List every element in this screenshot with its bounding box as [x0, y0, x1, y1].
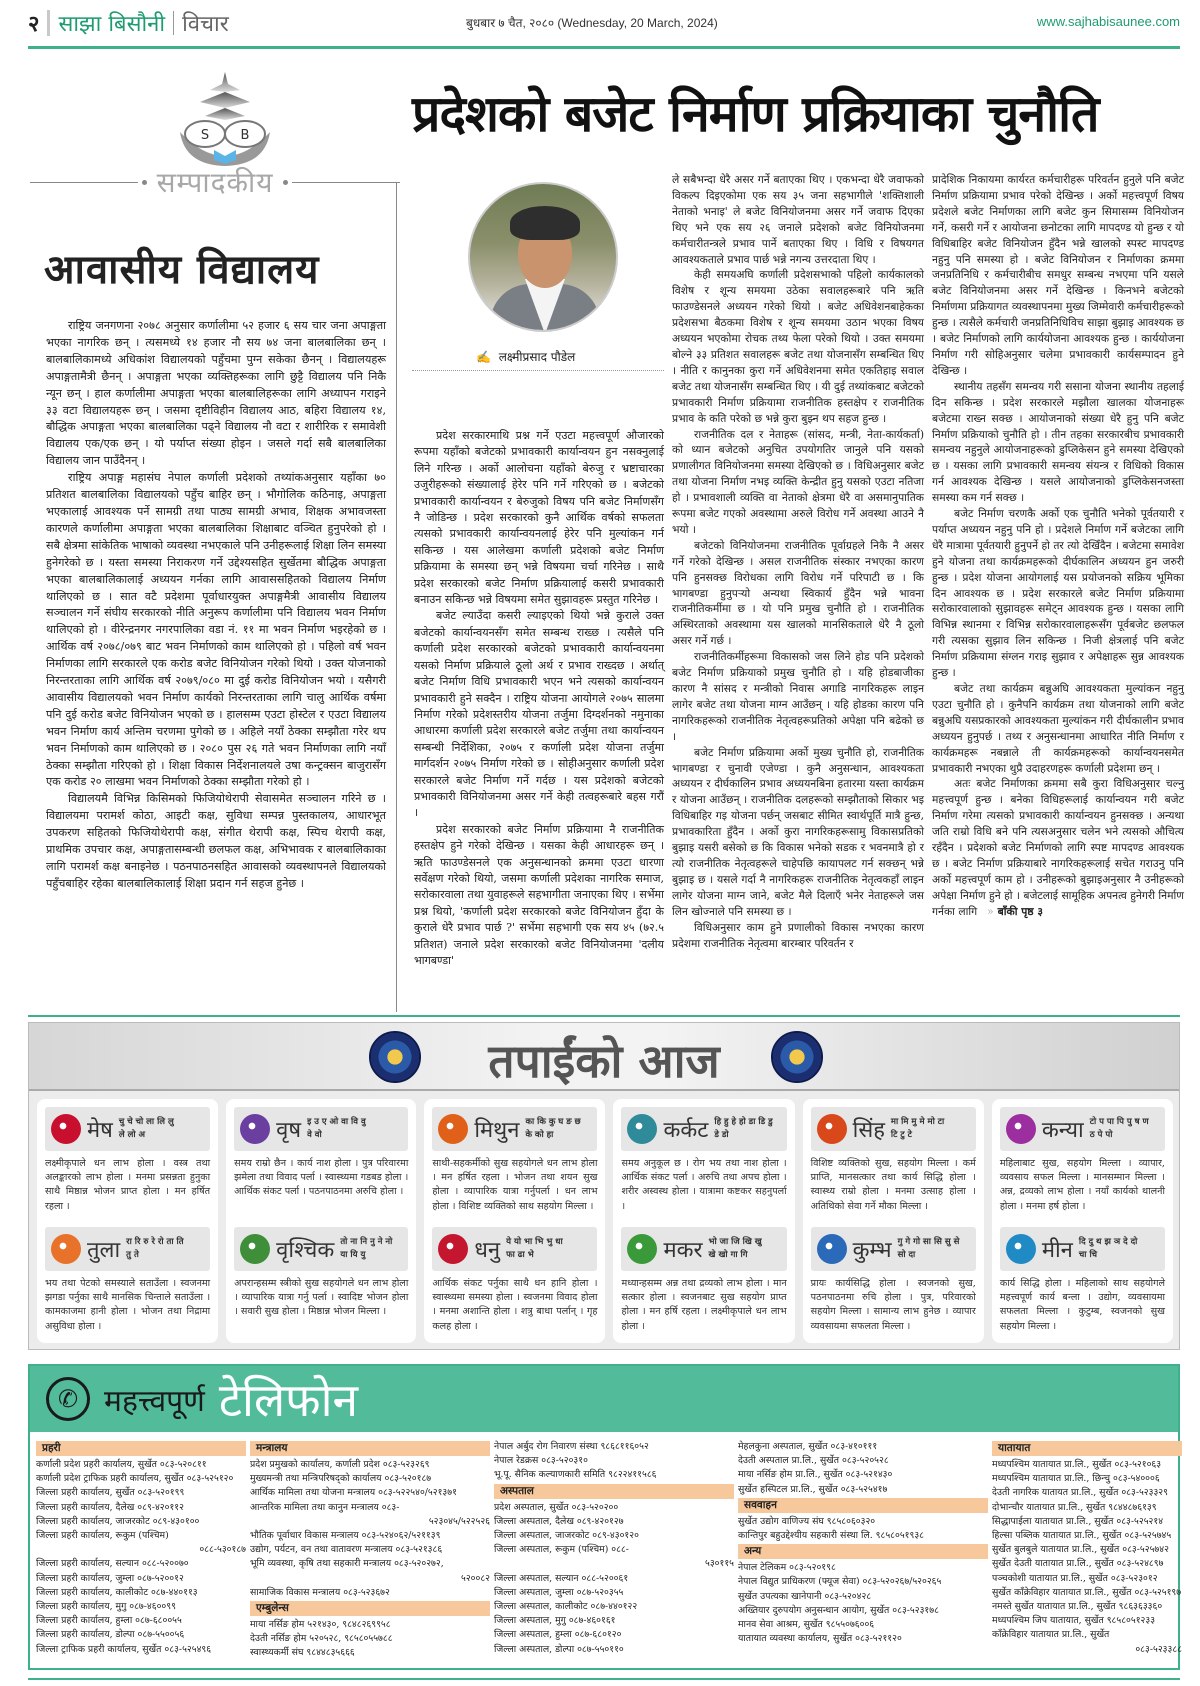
- sign-header: [432, 1227, 597, 1271]
- article-paragraph-text: बजेट ल्याउँदा कसरी ल्याइएको थियो भन्ने कुराले उक्त बजेटको कार्यान्वयनसँग समेत सम्बन्ध राख्छ । त्यसैले पनि कर्णाली प्रदेश सरकारको बजेटको प्रभावकारी कार्यान्वयनमा यसको निर्माण प्रक्रियाले ठूलो अर्थ र प्रभाव राख्दछ । अर्थात् बजेट निर्माण विधि प्रभावकारी भएन भने त्यसको कार्यान्वयन प्रभावकारी हुने सक्दैन । राष्ट्रिय योजना आयोगले २०७५ सालमा निर्माण गरेको प्रदेशस्तरीय योजना तर्जुमा दिग्दर्शनको नमुनाका आधारमा कर्णाली प्रदेश सरकारले बजेट तर्जुमा तथा कार्यान्वयन सम्बन्धी निर्देशिका, २०७५ र कर्णाली प्रदेश योजना तर्जुमा मार्गदर्शन २०७५ निर्माण गरेको छ । सोहीअनुसार कर्णाली प्रदेश सरकारले बजेट निर्माण गर्ने गर्दछ । यस प्रदेशको बजेटको प्रभावकारी विनियोजनमा असर गर्ने केही तत्वहरूबारे बहस गरौं ।: [414, 609, 664, 820]
- sign-header: [621, 1227, 786, 1271]
- telephone-entry: जिल्ला प्रहरी कार्यालय, डोल्पा ०८७-५५००५६: [36, 1629, 185, 1641]
- sign-letters: हि हु हे हो डा डि डु डे डो: [714, 1117, 773, 1140]
- article-paragraph-text: प्रदेश सरकारको बजेट निर्माण प्रक्रियामा नै राजनीतिक हस्तक्षेप हुने गरेको देखिन्छ । यसका केही आधारहरू छन् । ऋति फाउण्डेसनले एक अनुसन्धानको क्रममा एउटा धारणा सर्वेक्षण गरेको थियो, जसमा कर्णाली प्रदेशका नागरिक समाज, सरोकारवाला तथा युवाहरूले सहभागीता जनाएका थिए । सर्भेमा प्रश्न थियो, 'कर्णाली प्रदेश सरकारको बजेट विनियोजन हुँदा के कुराले धेरै प्रभाव पार्छ ?' सर्भेमा सहभागी एक सय ४५ (७२.५ प्रतिशत) जनाले प्रदेश सरकारको बजेट विनियोजनमा 'दलीय भागबण्डा': [414, 822, 664, 967]
- telephone-entry: ०८८-५३०१८७: [199, 1544, 246, 1556]
- sign-name: कुम्भ: [852, 1238, 892, 1263]
- sign-forecast: अपरान्हसम्म स्त्रीको सुख सहयोगले धन लाभ होला । व्यापारिक यात्रा गर्नु पर्ला । स्वादिष्ट भोजन होला । सवारी सुख होला । मिष्ठान्न भोजन मिल्ला ।: [234, 1278, 409, 1318]
- telephone-entry: जिल्ला अस्पताल, दैलेख ०८९-४२०१२७: [494, 1515, 624, 1527]
- telephone-entry: आन्तरिक मामिला तथा कानुन मन्त्रालय ०८३-: [250, 1501, 400, 1513]
- sign-name: मिथुन: [474, 1118, 520, 1143]
- telephone-entry: जिल्ला अस्पताल, डोल्पा ०८७-५५०११०: [494, 1643, 624, 1655]
- footer-rule: [28, 1678, 1180, 1680]
- horoscope-title: तपाईंको आज: [488, 1034, 720, 1088]
- label-dot-left: [142, 180, 147, 185]
- section-divider: [28, 1015, 1180, 1017]
- zodiac-sign: [432, 1107, 597, 1219]
- sign-name: मकर: [663, 1238, 703, 1263]
- article-paragraph: [414, 428, 664, 608]
- section-name: विचार: [182, 12, 229, 37]
- sign-name: मीन: [1041, 1238, 1073, 1263]
- editorial-frame-line: [396, 182, 397, 1012]
- horoscope-card: [992, 1099, 1173, 1343]
- article-paragraph-text: बजेट तथा कार्यक्रम बन्नुअघि आवश्यकता मुल्यांकन नहुनु एउटा चुनौति हो । कुनैपनि कार्यक्रम तथा योजनाको लागि बजेट बन्नुअघि यसप्रकारको आवश्यकता मुल्यांकन गरी दीर्घकालीन प्रभाव अध्ययन हुनुपर्छ । तथ्य र अनुसन्धानमा आधारित नीति निर्माण र कार्यक्रमहरू नबन्नाले ती कार्यक्रमहरूको कार्यान्वयनसमेत प्रभावकारी नभएका थुप्रै उदाहरणहरू कर्णाली प्रदेशमा छन् ।: [932, 682, 1184, 775]
- article-paragraph-text: स्थानीय तहसँग समन्वय गरी ससाना योजना स्थानीय तहलाई दिन सकिन्छ । प्रदेश सरकारले मझौला खालका योजनाहरू बजेटमा राख्न सक्छ । आयोजनाको संख्या धेरै हुनु पनि बजेट निर्माण प्रक्रियाको चुनौति हो । तीन तहका सरकारबीच प्रभावकारी समन्वय नहुनुले आयोजनाहरूको डुप्लिकेसन हुने समस्या देखिएको छ । यसका लागि प्रभावकारी समन्वय संयन्त्र र विधिको विकास गर्न आवश्यक देखिन्छ । यसले आयोजनाको डुप्लिकेसनजस्ता समस्या कम गर्न सक्छ ।: [932, 379, 1184, 505]
- telephone-entry: जिल्ला अस्पताल, हुम्ला ०८७-६८०१२०: [494, 1629, 622, 1641]
- telephone-entry: देउती नर्सिङ होम ५२०५२८, ९८५८०५५७८८: [250, 1633, 393, 1645]
- newspaper-logo: [170, 70, 280, 170]
- sign-letters: टो प पा पि पु ष ण ठ पे पो: [1089, 1117, 1149, 1140]
- sign-name: कन्या: [1041, 1118, 1084, 1143]
- article-paragraph-text: बजेट निर्माण प्रक्रियामा अर्को मुख्य चुनौति हो, राजनीतिक भागबण्डा र चुनावी एजेण्डा । कुनै अनुसन्धान, आवश्यकता अध्ययन र दीर्घकालिन प्रभाव अध्ययनबिना हतारमा यस्ता कार्यक्रम र योजना आउँछन् । राजनीतिक दलहरूको सम्झौताको सिकार भइ विधिबाहिर गइ योजना पर्छन् जसबाट सीमित स्वार्थपूर्ति मात्रै हुन्छ, प्रभावकारिता हुँदैन । अर्को कुरा नागरिकहरूसामु विकासप्रतिको बुझाइ यसरी बसेको छ कि विकास भनेको सडक र भवनमात्रै हो र त्यो राजनीतिक नेतृत्वहरूले चाहेपछि कायापलट गर्न सक्छन् भन्ने बुझाइ छ । यसले गर्दा नै नागरिकहरू राजनीतिक नेतृत्वकहाँ लाइन लागेर योजना माग्न जाने, बजेट मैले दिलाएँ भनेर नेताहरूले जस लिन खोज्नाले पनि समस्या छ ।: [672, 745, 924, 918]
- sign-header: [1000, 1107, 1165, 1151]
- zodiac-sign: [811, 1107, 976, 1219]
- sign-header: [234, 1107, 408, 1151]
- zodiac-sign: [811, 1227, 976, 1339]
- telephone-entry: भू.पू. सैनिक कल्याणकारी समिति ९८२२४११५८६: [494, 1469, 657, 1481]
- telephone-entry: सुर्खेत बुलबुले यातायात प्रा.लि., सुर्खेत ०८३-५२५७४२: [992, 1544, 1169, 1556]
- telephone-entry: ५२००८२: [460, 1572, 490, 1584]
- label-dot-right: [283, 180, 288, 185]
- sign-letters: मा मि मु मे मो टा टि टु टे: [890, 1117, 945, 1140]
- sign-letters: इ उ ए ओ वा वि वु वे वो: [307, 1117, 366, 1140]
- sign-letters: दि दु थ झ ञ दे दो चा चि: [1078, 1237, 1138, 1260]
- telephone-entry: काँक्रेविहार यातायात प्रा.लि., सुर्खेत: [992, 1629, 1110, 1641]
- telephone-category-heading: सववाहन: [738, 1498, 988, 1513]
- editorial-paragraph: राष्ट्रिय जनगणना २०७८ अनुसार कर्णालीमा ५२ हजार ६ सय चार जना अपाङ्गता भएका नागरिक छन् । त्यसमध्ये १४ हजार नौ सय ७४ जना बालबालिका छन् । बालबालिकामध्ये अधिकांश विद्यालयको पहुँचमा पुग्न सकेका छैनन् । विद्यालयहरू अपाङ्गतामैत्री छैनन् । अपाङ्गता भएका व्यक्तिहरूका लागि छुट्टै विद्यालय पनि निकै न्यून छन् । हाल कर्णालीमा अपाङ्गता भएका बालबालिहरूका लागि अध्यापन गराइने ३३ वटा विद्यालयहरू छन् । जसमा दृष्टीविहीन विद्यालय आठ, बहिरा विद्यालय १४, बौद्धिक अपाङ्गता भएका बालबालिका पढ्ने विद्यालय नौ वटा र शारीरिक र समावेशी विद्यालय एक/एक छन् । यो पर्याप्त संख्या होइन । जसले गर्दा सबै बालबालिका विद्यालय जान पाउँदैनन् ।: [46, 319, 386, 468]
- masthead: [28, 8, 1180, 38]
- author-name: लक्ष्मीप्रसाद पौडेल: [498, 350, 576, 364]
- article-paragraph: [672, 172, 924, 267]
- telephone-column: [250, 1440, 490, 1661]
- zodiac-sign: [432, 1227, 597, 1339]
- sign-forecast: आर्थिक संकट पर्नुका साथै धन हानि होला । स्वास्थ्यमा समस्या होला । स्वजनमा विवाद होला । मनमा अशान्ति होला । शत्रु बाधा पर्लान् । गृह कलह होला ।: [432, 1278, 598, 1332]
- label-rule-right: [292, 182, 400, 183]
- telephone-columns: [36, 1440, 1182, 1661]
- paper-name: साझा बिसौनी: [58, 12, 166, 37]
- telephone-column: [36, 1440, 246, 1661]
- horoscope-card: [613, 1099, 794, 1343]
- zodiac-sign: [1000, 1107, 1165, 1219]
- sign-header: [45, 1107, 210, 1151]
- telephone-entry: दोभान्चौर यातायात प्रा.लि., सुर्खेत ९८४४८७६१३९: [992, 1501, 1157, 1513]
- horoscope-section: [28, 1022, 1180, 1350]
- page-number: २: [28, 12, 40, 37]
- twins-icon: [438, 1114, 468, 1144]
- article-paragraph: [932, 172, 1184, 379]
- section-divider-bar: [173, 11, 174, 35]
- telephone-entry: अख्तियार दुरुपयोग अनुसन्धान आयोग, सुर्खेत ०८३-५२३१७८: [738, 1604, 939, 1616]
- telephone-entry: मध्यपश्चिम यातायात प्रा.लि., छिन्चु ०८३-५४०००६: [992, 1473, 1160, 1485]
- telephone-entry: मध्यपश्चिम जिप यातायात, सुर्खेत ९८५८०५१२३३: [992, 1615, 1156, 1627]
- telephone-entry: भौतिक पूर्वाधार विकास मन्त्रालय ०८३-५२४०६२/५२११३९: [250, 1530, 441, 1542]
- sign-header: [1000, 1227, 1165, 1271]
- telephone-entry: जिल्ला प्रहरी कार्यालय, सल्यान ०८८-५२००७०: [36, 1558, 189, 1570]
- pen-icon: ✍: [476, 350, 491, 364]
- telephone-entry: जिल्ला प्रहरी कार्यालय, जुम्ला ०८७-५२००१२: [36, 1572, 184, 1584]
- article-paragraph: [672, 538, 924, 649]
- sign-name: कर्कट: [663, 1118, 709, 1143]
- article-paragraph-text: बजेट निर्माण चरणकै अर्को एक चुनौति भनेको पूर्वतयारी र पर्याप्त अध्ययन नहुनु पनि हो । प्रदेशले निर्माण गर्ने बजेटका लागि धेरै मात्रामा पूर्वतयारी हुनुपर्ने हो तर त्यो देखिँदैन । बजेटमा समावेश हुने योजना तथा कार्यक्रमहरूको दीर्घकालिन अध्ययन हुन जरुरी हुन्छ । प्रदेश योजना आयोगलाई यस प्रयोजनको सक्रिय भूमिका दिन आवश्यक छ । प्रदेश सरकारले बजेट निर्माण प्रक्रियामा सरोकारवालाको सुझावहरू समेट्न आवश्यक हुन्छ । यसका लागि विभिन्न स्थानमा र विभिन्न सरोकारवालाहरूसँग पूर्वबजेट छलफल गरी त्यसका सुझाव लिन सकिन्छ । निजी क्षेत्रलाई पनि बजेट निर्माण प्रक्रियामा संग्लन गराइ सुझाव र अपेक्षाहरू सुन्न आवश्यक हुन्छ ।: [932, 507, 1184, 680]
- sign-letters: तो ना नि नु ने नो या यि यु: [340, 1237, 393, 1260]
- sign-name: धनु: [474, 1238, 501, 1263]
- sign-forecast: प्रायः कार्यसिद्धि होला । स्वजनको सुख, पठनपाठनमा रुचि होला । पुत्र, परिवारको सहयोग मिल्ला । सामान्य लाभ हुनेछ । व्यापार व्यवसायमा सफलता मिल्ला ।: [810, 1278, 976, 1332]
- sign-letters: चु चे चो ला लि लु ले लो अ: [118, 1117, 174, 1140]
- telephone-entry: मुख्यमन्त्री तथा मन्त्रिपरिषद्को कार्यालय ०८३-५२०१८७: [250, 1473, 432, 1485]
- telephone-entry: जिल्ला प्रहरी कार्यालय, रूकुम (पश्चिम): [36, 1530, 169, 1542]
- telephone-entry: सुर्खेत उपत्यका खानेपानी ०८३-५२०४२८: [738, 1590, 872, 1602]
- byline-rule: [412, 370, 664, 371]
- telephone-title-part2: टेलिफोन: [218, 1373, 359, 1427]
- sign-name: मेष: [87, 1118, 113, 1143]
- telephone-category-heading: अन्य: [738, 1544, 988, 1559]
- double-chevron-right-icon: »: [987, 904, 994, 918]
- telephone-entry: सुर्खेत उद्योग वाणिज्य संघ ९८५८०६०३२०: [738, 1515, 876, 1527]
- masthead-divider: [47, 10, 50, 36]
- crab-icon: [627, 1114, 657, 1144]
- zodiac-wheel-icon: [771, 1031, 823, 1083]
- sign-forecast: लक्ष्मीकृपाले धन लाभ होला । वस्त्र तथा अलङ्कारको लाभ होला । मनमा प्रसन्नता हुनुका साथै मिष्ठान्न भोजन प्राप्त होला । मन हर्षित रहला ।: [45, 1158, 211, 1212]
- horoscope-card: [226, 1099, 416, 1343]
- header-rule: [28, 46, 1180, 49]
- telephone-entry: मध्यपश्चिम यातायात प्रा.लि., सुर्खेत ०८३-५२१०६३: [992, 1459, 1162, 1470]
- telephone-entry: यातायात व्यवस्था कार्यालय, सुर्खेत ०८३-५२११२०: [738, 1633, 902, 1645]
- telephone-column: [738, 1440, 988, 1661]
- zodiac-sign: [234, 1107, 408, 1219]
- sign-forecast: विशिष्ट व्यक्तिको सुख, सहयोग मिल्ला । कर्म प्राप्ति, मानसत्कार तथा कार्य सिद्धि होला । स्वास्थ्य राम्रो होला । मनमा उत्साह होला । अतिथिको सेवा गर्ने मौका मिल्ला ।: [810, 1158, 976, 1212]
- sign-forecast: कार्य सिद्धि होला । महिलाको साथ सहयोगले महत्त्वपूर्ण कार्य बन्ला । उद्योग, व्यवसायमा सफलता मिल्ला । कुटुम्ब, स्वजनको सुख सहयोग मिल्ला ।: [999, 1278, 1165, 1332]
- sign-name: सिंह: [852, 1118, 885, 1143]
- telephone-category-heading: मन्त्रालय: [250, 1441, 490, 1456]
- bow-icon: [438, 1234, 468, 1264]
- sign-header: [811, 1227, 976, 1271]
- sign-name: वृष: [276, 1118, 302, 1143]
- article-paragraph-text: अतः बजेट निर्माणका क्रममा सबै कुरा विधिअनुसार चल्नु महत्त्वपूर्ण हुन्छ । बनेका विधिहरूलाई कार्यान्वयन गरी बजेट निर्माण गरेमा त्यसको प्रभावकारी कार्यान्वयन हुनसक्छ । अन्यथा जति राम्रो विधि बने पनि त्यसअनुसार चलेन भने त्यसको औचित्य रहँदैन । प्रदेशको बजेट निर्माणको लागि स्पष्ट मापदण्ड आवश्यक छ । बजेट निर्माण प्रक्रियाबारे नागरिकहरूलाई सचेत गराउनु पनि अर्को महत्त्वपूर्ण काम हो । उनीहरूको बुझाइअनुसार नै उनीहरूको अपेक्षा निर्माण हुने हो । बजेटलाई सामूहिक अपनत्व हुनेगरी निर्माण गर्नका लागि: [932, 777, 1184, 918]
- sign-header: [621, 1107, 786, 1151]
- article-paragraph-text: प्रादेशिक निकायमा कार्यरत कर्मचारीहरू परिवर्तन हुनुले पनि बजेट निर्माण प्रक्रियामा प्रभाव परेको देखिन्छ । अर्को महत्त्वपूर्ण विषय प्रदेशले बजेट निर्माणका लागि बजेट कुन सिमासम्म विनियोजन गर्ने, कसरी गर्ने र आयोजना छनोटका लागि मापदण्ड यो हुन्छ र यो विधिबाहिर बजेट विनियोजन हुँदैन भन्ने खालको स्पस्ट मापदण्ड नहुनु पनि समस्या हो । बजेट विनियोजन र निर्माणका क्रममा जनप्रतिनिधि र कर्मचारीबीच समधुर सम्बन्ध नभएमा पनि यसले बजेट विनियोजनमा असर गर्ने देखिन्छ । किनभने बजेटको निर्माणमा प्रक्रियागत व्यवस्थापनमा मुख्य जिम्मेवारी कर्मचारीहरूको हुन्छ । त्यसैले कर्मचारी जनप्रतिनिधिविच साझा बुझाइ आवश्यक छ । बजेट निर्माणको लागि कार्ययोजना आवश्यक हुन्छ । कार्ययोजना निर्माण गरी सोहिअनुसार चलेमा प्रभावकारी कार्यसम्पादन हुने देखिन्छ ।: [932, 173, 1184, 377]
- label-rule-left: [30, 182, 138, 183]
- telephone-banner: [30, 1366, 1178, 1432]
- article-paragraph-text: ले सबैभन्दा धेरै असर गर्ने बताएका थिए । एकभन्दा धेरै जवाफको विकल्प दिइएकोमा एक सय ३५ जना सहभागीले 'शक्तिशाली नेताको भनाइ' ले बजेट विनियोजनमा असर गर्ने जवाफ दिएका थिए भने एक सय २६ जनाले प्रदेशको बजेट विनियोजनमा कर्मचारीतन्त्रले प्रभाव पार्ने बताएका थिए । विधि र विषयगत आवश्यकताले प्रभाव पार्छ भन्ने नगन्य उत्तरदाता थिए ।: [672, 173, 924, 266]
- telephone-title-part1: महत्त्वपूर्ण: [104, 1383, 205, 1419]
- telephone-entry: देउती अस्पताल प्रा.लि., सुर्खेत ०८३-५२०५२८: [738, 1455, 889, 1467]
- scales-icon: [51, 1234, 81, 1264]
- article-headline: प्रदेशको बजेट निर्माण प्रक्रियाका चुनौति: [412, 85, 1099, 143]
- sign-forecast: साथी-सहकर्मीको सुख सहयोगले धन लाभ होला । मन हर्षित रहला । भोजन तथा शयन सुख होला । व्यापारिक यात्रा गर्नुपर्ला । धन लाभ होला । विशिष्ट व्यक्तिको साथ सहयोग मिल्ला ।: [432, 1158, 598, 1212]
- telephone-entry: आर्थिक मामिला तथा योजना मन्त्रालय ०८३-५२२५४०/५२१३७१: [250, 1487, 457, 1499]
- telephone-entry: माया नर्सिङ होम ५२१४३०, ९८४८२६९९५८: [250, 1619, 391, 1631]
- telephone-entry: जिल्ला प्रहरी कार्यालय, सुर्खेत ०८३-५२०१९९: [36, 1487, 185, 1499]
- telephone-entry: भूमि व्यवस्था, कृषि तथा सहकारी मन्त्रालय ०८३-५२०२७२,: [250, 1558, 444, 1570]
- telephone-category-heading: प्रहरी: [36, 1441, 246, 1456]
- telephone-entry: जिल्ला अस्पताल, कालीकोट ०८७-४४०१२२: [494, 1601, 638, 1613]
- horoscope-card: [37, 1099, 218, 1343]
- sign-forecast: समय अनुकूल छ । रोग भय तथा नाश होला । आर्थिक संकट पर्ला । अरुचि तथा अपच होला । शरीर अस्वस्थ होला । यात्रामा कष्टकर सहनुपर्ला ।: [621, 1158, 787, 1212]
- sign-forecast: भय तथा पेटको समस्याले सताउँला । स्वजनमा झगडा पर्नुका साथै मानसिक चिन्ताले सताउँला । कामकाजमा हानी होला । भोजन तथा निद्रामा असुविधा होला ।: [45, 1278, 211, 1332]
- telephone-entry: कर्णाली प्रदेश प्रहरी कार्यालय, सुर्खेत ०८३-५२०८११: [36, 1459, 207, 1470]
- horoscope-grid: [37, 1099, 1173, 1343]
- telephone-entry: सिद्धापाईला यातायात प्रा.लि., सुर्खेत ०८३-५२५२१४: [992, 1515, 1164, 1527]
- telephone-entry: मानव सेवा आश्रम, सुर्खेत ९८५५०७६००६: [738, 1619, 875, 1631]
- editorial-paragraph: राष्ट्रिय अपाङ्ग महासंघ नेपाल कर्णाली प्रदेशको तथ्यांकअनुसार यहाँका ७० प्रतिशत बालबालिका विद्यालयको पहुँच बाहिर छन् । भौगोलिक कठिनाइ, अपाङ्गता भएकालाई आवश्यक पर्ने सामग्री तथा पाठ्य सामग्री अभाव, शिक्षक अभावजस्ता कारणले कर्णालीमा अपाङ्गता भएका बालबालिका शिक्षाबाट वञ्चित हुनुपरेको हो । सबै क्षेत्रमा सांकेतिक भाषाको व्यवस्था नभएकाले पनि उनीहरूलाई शिक्षा लिन समस्या हुनेगरेको छ । यस्ता समस्या निराकरण गर्ने उद्देश्यसहित सुर्खेतमा बौद्धिक अपाङ्गता भएका बालबालिकालाई अध्ययन गर्नका लागि आवाससहितको विद्यालय निर्माण थालिएको छ । सात वटै प्रदेशमा पूर्वाधारयुक्त अपाङ्गमैत्री आवासीय विद्यालय सञ्चालन गर्ने संघीय सरकारको नीति अनुरूप कर्णालीमा पनि विद्यालय भवन निर्माण थालिएको हो । वीरेन्द्रनगर नगरपालिका वडा नं. ११ मा भवन निर्माण भइरहेको छ । आर्थिक वर्ष २०७८/०७९ बाट भवन निर्माणको काम थालिएको हो । पहिलो वर्ष भवन निर्माणका लागि सरकारले एक करोड बजेट विनियोजन गरेको थियो । उक्त योजनाको निरन्तरताका लागि आर्थिक वर्ष २०७९/०८० मा दुई करोड विनियोजन भयो । यसैगरी आवासीय विद्यालयको भवन निर्माण कार्यको निरन्तरताका लागि चालु आर्थिक वर्षमा पनि दुई करोड बजेट विनियोजन भएको छ । हालसम्म एउटा होस्टेल र एउटा विद्यालय भवन निर्माण कार्य अन्तिम चरणमा पुगेको छ । अहिले नयाँ ठेक्का सम्झौता गरेर थप भवन निर्माणको काम थालिएको छ । २०८० पुस २६ गते भवन निर्माणका लागि नयाँ ठेक्का सम्झौता गरिएको हो । शिक्षा विकास निर्देशनालयले उषा कन्ट्रक्सन बाजुरासँग एक करोड २० लाखमा भवन निर्माणको ठेक्का सम्झौता गरेको हो ।: [46, 471, 386, 789]
- article-paragraph-text: केही समयअघि कर्णाली प्रदेशसभाको पहिलो कार्यकालको विशेष र शून्य समयमा उठेका सवालहरूबारे पनि ऋति फाउण्डेसनले अध्ययन गरेको थियो । बजेट अधिवेशनबाहेकका प्रदेशसभा बैठकमा विशेष र शून्य समयमा उठान भएका विषय अध्ययन भएकोमा रोचक तथ्य फेला परेको थियो । उक्त समयमा बोल्ने ३३ प्रतिशत सवालहरू बजेट तथा योजनासँग सम्बन्धित थिए । नीति र कानुनका कुरा गर्ने अधिवेशनमा समेत एकतिहाइ सवाल बजेट तथा योजनासँग सम्बन्धित थिए । यी दुई तथ्यांकबाट बजेटको प्रभावकारी निर्माण प्रक्रियामा राजनीतिक हस्तक्षेप र राजनीतिक प्रभाव के कति परेको छ भन्ने कुरा बुझ्न थप सहज हुन्छ ।: [672, 268, 924, 425]
- zodiac-sign: [45, 1107, 210, 1219]
- author-photo: [468, 182, 618, 332]
- fish-icon: [1006, 1234, 1036, 1264]
- article-paragraph-text: बजेटको विनियोजनमा राजनीतिक पूर्वाग्रहले निकै नै असर गर्ने गरेको देखिन्छ । असल राजनीतिक संस्कार नभएका कारण पनि हुनसक्छ विरोधका लागि विरोध गर्ने परिपाटी छ । कि भागबण्डा हुनुपर्‍यो अन्यथा स्विकार्य हुँदैन भन्ने भावना राजनीतिकर्मीमा छ । यो पनि प्रमुख चुनौति हो । राजनीतिक अस्थिरताको अवस्थामा यस खालको मानसिकताले धेरै नै ठूलो असर गर्ने गर्छ ।: [672, 538, 924, 648]
- article-paragraph-text: राजनीतिक दल र नेताहरू (सांसद, मन्त्री, नेता-कार्यकर्ता) को ध्यान बजेटको अनुचित उपयोगतिर जानुले पनि यसको प्रणालीगत विनियोजनमा समस्या देखिएको छ । विधिअनुसार बजेट तथा योजना निर्माण नभइ व्यक्ति केन्द्रीत हुनु यसको एउटा नतिजा हो । प्रभावशाली व्यक्ति वा नेताको क्षेत्रमा धेरै वा असमानुपातिक रूपमा बजेट गएको अवस्थामा अरुले विरोध गर्ने अवस्था आउने नै भयो ।: [672, 427, 924, 536]
- telephone-entry: प्रदेश अस्पताल, सुर्खेत ०८३-५२०२००: [494, 1501, 619, 1513]
- sign-letters: ये यो भा भि भु धा फा ढा भे: [506, 1237, 563, 1260]
- article-paragraph: [932, 681, 1184, 776]
- horoscope-card: [803, 1099, 984, 1343]
- telephone-entry: माया नर्सिङ होम प्रा.लि., सुर्खेत ०८३-५२१४३०: [738, 1469, 893, 1481]
- photo-hair: [510, 206, 580, 240]
- telephone-entry: कान्तिपुर बहुउद्देश्यीय सहकारी संस्था लि. ९८५८०५१९३८: [738, 1530, 925, 1542]
- sign-forecast: समय राम्रो छैन । कार्य नाश होला । पुत्र परिवारमा झमेला तथा विवाद पर्ला । स्वास्थ्यमा गडबड होला । आर्थिक संकट पर्ला । पठनपाठनमा अरुचि होला ।: [234, 1158, 409, 1198]
- telephone-entry: जिल्ला प्रहरी कार्यालय, जाजरकोट ०८९-४३०१००: [36, 1515, 200, 1527]
- telephone-entry: हिल्सा पब्लिक यातायात प्रा.लि., सुर्खेत ०८३-५२५७४५: [992, 1530, 1172, 1542]
- sign-forecast: महिलाबाट सुख, सहयोग मिल्ला । व्यापार, व्यवसाय सफल मिल्ला । मानसम्मान मिल्ला । अन्न, द्रव्यको लाभ होला । नयाँ कार्यको थालनी होला । मनमा हर्ष होला ।: [999, 1158, 1165, 1212]
- zodiac-sign: [621, 1227, 786, 1339]
- bull-icon: [240, 1114, 270, 1144]
- editorial-label-text: सम्पादकीय: [156, 166, 274, 199]
- telephone-entry: नमस्ते सुर्खेत यातायात प्रा.लि., सुर्खेत ९८६३६३३६०: [992, 1601, 1163, 1613]
- zodiac-sign: [1000, 1227, 1165, 1339]
- telephone-entry: सुर्खेत देउती यातायात प्रा.लि., सुर्खेत ०८३-५२४८९७: [992, 1558, 1164, 1570]
- telephone-entry: जिल्ला ट्राफिक प्रहरी कार्यालय, सुर्खेत ०८३-५२५४९६: [36, 1643, 212, 1655]
- telephone-entry: नेपाल टेलिकम ०८३-५२०१९८: [738, 1562, 836, 1574]
- telephone-category-heading: अस्पताल: [494, 1484, 734, 1499]
- article-paragraph-text: प्रदेश सरकारमाथि प्रश्न गर्ने एउटा महत्त्वपूर्ण औजारको रूपमा यहाँको बजेटको प्रभावकारी कार्यान्वयन हुन नसक्नुलाई लिने गरिन्छ । अर्को आलोचना यहाँको बेरुजु र भ्रष्टाचारका उजुरीहरूको संख्यालाई हेरेर पनि गर्ने गरिएको छ । बजेटको प्रभावकारी कार्यान्वयन र बेरुजुको विषय पनि बजेट निर्माणसँग नै जोडिन्छ । प्रदेश सरकारको कुनै आर्थिक वर्षको सफलता त्यसको प्रभावकारी कार्यान्वयनलाई हेरेर पनि मुल्यांकन गर्न सकिन्छ । यस आलेखमा कर्णाली प्रदेशको बजेट निर्माण प्रक्रियामा के समस्या छन् भन्ने विषयमा चर्चा गरिनेछ । साथै प्रदेश सरकारको बजेट निर्माण प्रक्रियालाई कसरी प्रभावकारी बनाउन सकिन्छ भन्ने विषयमा समेत सुझावहरू प्रस्तुत गरिनेछ ।: [414, 429, 664, 607]
- lion-icon: [817, 1114, 847, 1144]
- editorial-label: [30, 165, 400, 199]
- sign-letters: का कि कु घ ङ छ के को हा: [525, 1117, 581, 1140]
- zodiac-sign: [621, 1107, 786, 1219]
- article-paragraph: [414, 822, 664, 970]
- telephone-category-heading: यातायात: [992, 1441, 1182, 1456]
- telephone-entry: कर्णाली प्रदेश ट्राफिक प्रहरी कार्यालय, सुर्खेत ०८३-५२५१२०: [36, 1473, 234, 1485]
- ram-icon: [51, 1114, 81, 1144]
- phone-icon: ✆: [46, 1377, 90, 1421]
- telephone-entry: नेपाल विद्युत प्राधिकरण (फ्यूज सेवा) ०८३-५२०२६७/५२०२६५: [738, 1576, 942, 1588]
- telephone-entry: प्रदेश प्रमुखको कार्यालय, कर्णाली प्रदेश ०८३-५२३२६९: [250, 1459, 430, 1470]
- telephone-entry: ०८३-५२३३८८: [1135, 1643, 1182, 1655]
- telephone-column: [494, 1440, 734, 1661]
- telephone-entry: पञ्चकोशी यातायात प्रा.लि., सुर्खेत ०८३-५२३०१२: [992, 1572, 1158, 1584]
- editorial-paragraph: विद्यालयमै विभिन्न किसिमको फिजियोथेरापी सेवासमेत सञ्चालन गरिने छ । विद्यालयमा परामर्श कोठा, आइटी कक्ष, सुविधा सम्पन्न पुस्तकालय, आधारभूत उपकरण सहितको फिजियोथेरापी कक्ष, संगीत थेरापी कक्ष, स्पिच थेरापी कक्ष, प्राथमिक उपचार कक्ष, अपाङ्गतासम्बन्धी छलफल कक्ष, अभिभावक र बालबालिकाका लागि परामर्श कक्ष बनाइनेछ । पठनपाठनसहित आवासको व्यवस्थापनले विद्यालयको पहुँचबाहिर रहेका बालबालिकालाई शिक्षा प्रदान गर्न सहज हुनेछ ।: [46, 792, 386, 890]
- telephone-entry: मेहलकुना अस्पताल, सुर्खेत ०८३-४१०१११: [738, 1441, 878, 1452]
- telephone-entry: ५३०११५: [704, 1558, 734, 1570]
- telephone-entry: उद्योग, पर्यटन, वन तथा वातावरण मन्त्रालय ०८३-५२१३८६: [250, 1544, 443, 1556]
- telephone-entry: नेपाल रेडक्रस ०८३-५२०३१०: [494, 1455, 588, 1467]
- logo-letter-b: B: [240, 128, 250, 143]
- goat-icon: [627, 1234, 657, 1264]
- water-pot-icon: [817, 1234, 847, 1264]
- scorpion-icon: [240, 1234, 270, 1264]
- sign-letters: रा रि रु रे रो ता ति तु ते: [126, 1237, 184, 1260]
- sign-header: [432, 1107, 597, 1151]
- article-paragraph: [672, 920, 924, 952]
- maiden-icon: [1006, 1114, 1036, 1144]
- telephone-entry: नेपाल अर्बुद रोग निवारण संस्था ९८६८११६०५२: [494, 1441, 649, 1452]
- horoscope-banner: [29, 1023, 1179, 1091]
- article-paragraph: [932, 506, 1184, 681]
- article-paragraph: [414, 608, 664, 821]
- telephone-entry: सुर्खेत हस्पिटल प्रा.लि., सुर्खेत ०८३-५२५४१७: [738, 1483, 888, 1495]
- telephone-entry: ५२३०४५/५२२५२६: [428, 1515, 490, 1527]
- telephone-entry: जिल्ला अस्पताल, जाजरकोट ०८९-४३०१२०: [494, 1530, 639, 1542]
- telephone-entry: जिल्ला अस्पताल, जुम्ला ०८७-५२०३५५: [494, 1586, 624, 1598]
- article-paragraph: [672, 427, 924, 538]
- article-column-1: [414, 428, 664, 969]
- article-paragraph: [672, 267, 924, 426]
- sign-name: वृश्चिक: [276, 1238, 335, 1263]
- telephone-entry: जिल्ला प्रहरी कार्यालय, मुगु ०८७-४६००९९: [36, 1601, 176, 1613]
- issue-date: बुधबार ७ चैत, २०८० (Wednesday, 20 March, 2024): [466, 16, 718, 30]
- horoscope-card: [424, 1099, 605, 1343]
- article-paragraph: [672, 649, 924, 744]
- telephone-entry: जिल्ला अस्पताल, मुगु ०८७-४६०१६१: [494, 1615, 616, 1627]
- sign-name: तुला: [87, 1238, 121, 1263]
- zodiac-sign: [45, 1227, 210, 1339]
- article-paragraph-text: राजनीतिकर्मीहरूमा विकासको जस लिने होड पनि प्रदेशको बजेट निर्माण प्रक्रियाको प्रमुख चुनौति हो । यहि होडबाजीका कारण नै सांसद र मन्त्रीको निवास अगाडि नागरिकहरू लाइन लागेर बजेट तथा योजना माग्न आउँछन् । यहि होडका कारण पनि नागरिकहरूको राजनीतिक नेतृत्वहरूप्रतिको अपेक्षा पनि बढेको छ ।: [672, 650, 924, 743]
- website-link[interactable]: www.sajhabisaunee.com: [1036, 14, 1180, 29]
- article-column-2: [672, 172, 924, 951]
- sign-forecast: मध्यान्हसम्म अन्न तथा द्रव्यको लाभ होला । मान सत्कार होला । स्वजनबाट सुख सहयोग प्राप्त होला । मन हर्षि रहला । लक्ष्मीकृपाले धन लाभ होला ।: [621, 1278, 787, 1332]
- article-paragraph: [672, 745, 924, 920]
- telephone-category-heading: एम्बुलेन्स: [250, 1601, 490, 1616]
- telephone-entry: सामाजिक विकास मन्त्रालय ०८३-५२३६७२: [250, 1586, 390, 1598]
- telephone-entry: जिल्ला अस्पताल, सल्यान ०८८-५२००६१: [494, 1572, 629, 1584]
- article-paragraph: [932, 379, 1184, 506]
- editorial-body: [46, 318, 386, 893]
- telephone-entry: देउती नागरिक यातायत प्रा.लि., सुर्खेत ०८३-५२३३२९: [992, 1487, 1168, 1499]
- telephone-entry: जिल्ला प्रहरी कार्यालय, हुम्ला ०८७-६८००५५: [36, 1615, 182, 1627]
- sign-letters: गु गे गो सा सि सु से सो दा: [897, 1237, 960, 1260]
- telephone-entry: सुर्खेत काँक्रेविहार यातायात प्रा.लि., सुर्खेत ०८३-५२५१९७: [992, 1586, 1182, 1598]
- sign-header: [811, 1107, 976, 1151]
- logo-letter-s: S: [200, 128, 210, 143]
- telephone-entry: जिल्ला प्रहरी कार्यालय, दैलेख ०८९-४२०११२: [36, 1501, 184, 1513]
- sign-letters: भो जा जि खि खु खे खो गा गि: [708, 1237, 762, 1260]
- continued-on-page[interactable]: बाँकी पृष्ठ ३: [997, 904, 1043, 918]
- sign-header: [45, 1227, 210, 1271]
- article-paragraph-text: विधिअनुसार काम हुने प्रणालीको विकास नभएका कारण प्रदेशमा राजनीतिक नेतृत्वमा बारम्बार परिवर्तन र: [672, 920, 924, 950]
- telephone-directory: [28, 1364, 1180, 1670]
- telephone-entry: स्वास्थ्यकर्मी संघ ९८४४८३५६६६: [250, 1647, 355, 1659]
- telephone-entry: जिल्ला प्रहरी कार्यालय, कालीकोट ०८७-४४०११३: [36, 1586, 198, 1598]
- sign-header: [234, 1227, 408, 1271]
- article-paragraph: [932, 776, 1184, 919]
- telephone-entry: जिल्ला अस्पताल, रूकुम (पश्चिम) ०८८-: [494, 1544, 629, 1556]
- telephone-column: [992, 1440, 1182, 1661]
- zodiac-sign: [234, 1227, 408, 1339]
- article-column-3: [932, 172, 1184, 920]
- editorial-title: आवासीय विद्यालय: [44, 247, 320, 293]
- byline: [476, 348, 575, 365]
